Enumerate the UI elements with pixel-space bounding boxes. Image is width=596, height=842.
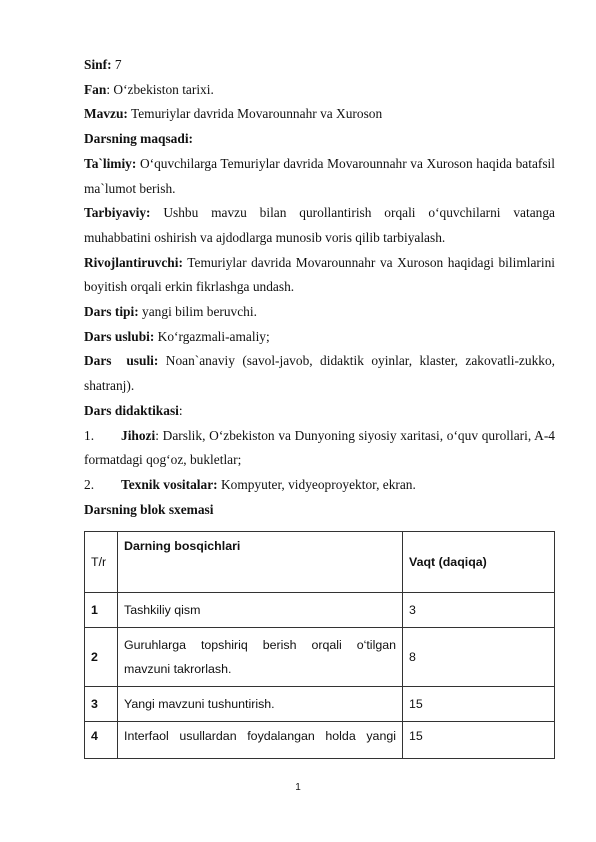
equipment-item [84,424,555,473]
equipment-label: Jihozi [121,427,156,443]
table-row [85,687,555,722]
topic-line [84,102,555,127]
equipment-label: Texnik vositalar: [121,476,218,492]
equipment-text: Kompyuter, vidyeoproyektor, ekran. [217,476,416,492]
row-stage: Guruhlarga topshiriq berish orqali o‘tilgan mavzuni takrorlash. [118,628,403,687]
subject-label: Fan [84,81,107,97]
header-cell-time: Vaqt (daqiqa) [403,532,555,593]
lesson-type-value: yangi bilim beruvchi. [138,304,257,320]
table-row [85,628,555,687]
upbringing-goal-text: Ushbu mavzu bilan qurollantirish orqali o‘quvchilarni vatanga muhabbatini oshirish va ajdodlarga munosib voris qilib tarbiyalash. [84,205,555,245]
goals-heading [84,127,555,152]
header-cell-number: T/r [85,532,118,593]
subject-value: : O‘zbekiston tarixi. [106,81,214,97]
equipment-text: : Darslik, O‘zbekiston va Dunyoning siyosiy xaritasi, o‘quv qurollari, A-4 formatdagi qog‘oz, bukletlar; [84,427,555,468]
lesson-plan-body [84,53,555,522]
row-number: 3 [85,687,118,722]
developmental-goal-text: Temuriylar davrida Movarounnahr va Xuroson haqidagi bilimlarini boyitish orqali erkin fikrlashga undash. [84,254,555,295]
lesson-method-text: Noan`anaviy (savol-javob, didaktik oyinlar, klaster, zakovatli-zukko, shatranj). [84,353,555,394]
educational-goal-label: Ta`limiy: [84,155,137,171]
page-number: 1 [295,782,301,793]
table-row [85,722,555,759]
developmental-goal [84,251,555,300]
developmental-goal-label: Rivojlantiruvchi: [84,254,183,270]
educational-goal [84,152,555,201]
row-time: 3 [403,593,555,628]
topic-value: Temuriylar davrida Movarounnahr va Xuroson [127,106,383,122]
row-stage: Yangi mavzuni tushuntirish. [118,687,403,722]
row-number: 4 [85,722,118,759]
lesson-type-label: Dars tipi: [84,304,139,320]
row-stage: Tashkiliy qism [118,593,403,628]
upbringing-goal [84,201,555,250]
row-time: 15 [403,722,555,759]
class-label: Sinf: [84,57,112,72]
equipment-number: 2. [84,476,95,492]
class-line [84,53,555,78]
scheme-title-text: Darsning blok sxemasi [84,501,214,517]
lesson-style-label: Dars uslubi: [84,328,155,344]
lesson-method-label: Dars usuli: [84,353,159,369]
table-row [85,593,555,628]
subject-line [84,78,555,103]
equipment-item [84,473,555,498]
row-stage: Interfaol usullardan foydalangan holda yangi [118,722,403,759]
didactics-line [84,399,555,424]
header-cell-stages: Darning bosqichlari [118,532,403,593]
didactics-colon: : [178,402,183,418]
row-time: 8 [403,628,555,687]
class-value: 7 [111,57,122,72]
equipment-number: 1. [84,427,95,443]
lesson-style-line [84,325,555,350]
row-time: 15 [403,687,555,722]
scheme-title [84,498,555,523]
topic-label: Mavzu: [84,106,128,122]
didactics-label: Dars didaktikasi [84,402,179,418]
goals-heading-text: Darsning maqsadi: [84,131,194,147]
table-header-row [85,532,555,593]
row-number: 2 [85,628,118,687]
lesson-stages-table [84,531,555,759]
row-number: 1 [85,593,118,628]
lesson-style-value: Ko‘rgazmali-amaliy; [154,328,270,344]
lesson-method [84,349,555,398]
upbringing-goal-label: Tarbiyaviy: [84,205,151,221]
lesson-type-line [84,300,555,325]
educational-goal-text: O‘quvchilarga Temuriylar davrida Movarounnahr va Xuroson haqida batafsil ma`lumot berish. [84,155,555,196]
